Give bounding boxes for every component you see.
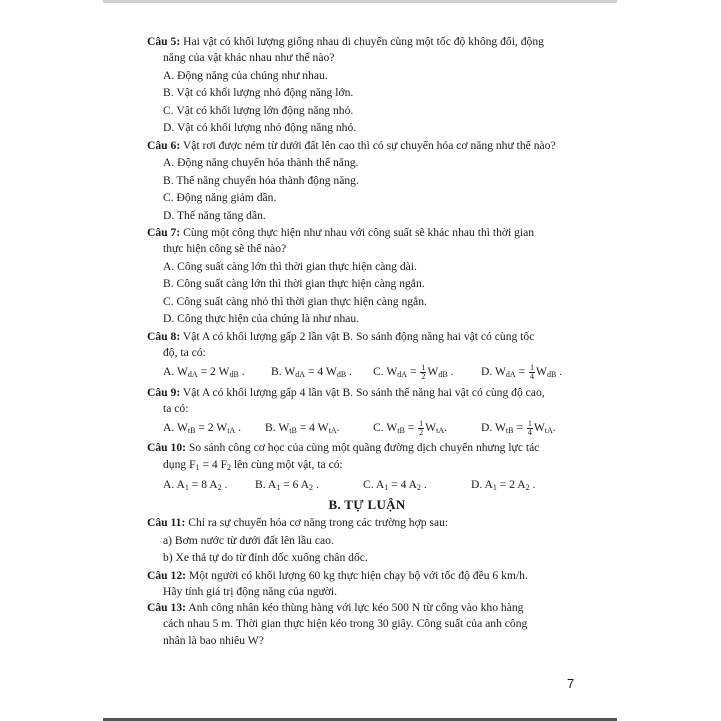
subscript: 2	[227, 462, 232, 472]
option-d-label: D. W	[481, 365, 506, 379]
subscript: tA	[227, 426, 236, 436]
option-c-expr: = 4 A	[388, 477, 418, 491]
question-text: So sánh công cơ học của cùng một quãng đường dịch chuyển nhưng lực tác	[185, 441, 540, 455]
text: dụng F	[163, 457, 196, 471]
subscript: tA	[436, 426, 445, 436]
options-row	[147, 420, 587, 437]
question-10	[147, 440, 587, 456]
subscript: tB	[505, 426, 514, 436]
option-c-label: C. W	[373, 365, 398, 379]
option-b-label: B. W	[265, 421, 290, 435]
option-c-label: C. W	[373, 421, 398, 435]
question-13-continued-2: nhân là bao nhiêu W?	[163, 633, 264, 647]
question-5	[147, 34, 587, 50]
subscript: dA	[187, 370, 198, 380]
option-a	[163, 477, 255, 494]
question-number: Câu 6:	[147, 138, 181, 152]
option-c-end: .	[421, 477, 427, 491]
option-b-expr: = 6 A	[280, 477, 310, 491]
option-a-label: A. W	[163, 421, 188, 435]
subscript: 1	[384, 482, 389, 492]
denominator: 2	[421, 372, 426, 382]
subscript: 1	[276, 482, 281, 492]
numerator: 1	[527, 419, 532, 429]
option-c-w: W	[425, 421, 437, 435]
question-6	[147, 138, 587, 154]
option-a-label: A. W	[163, 365, 188, 379]
option-d-end: .	[552, 421, 556, 435]
subscript: 2	[217, 482, 222, 492]
option-d	[481, 420, 556, 437]
option-d-expr: =	[513, 421, 526, 435]
fraction	[527, 420, 533, 437]
option-c-end: .	[444, 421, 448, 435]
fraction	[529, 364, 535, 381]
item-a: a) Bơm nước từ dưới đất lên lầu cao.	[163, 533, 334, 547]
option-d: D. Vật có khối lượng nhỏ động năng nhỏ.	[163, 121, 357, 135]
page-number: 7	[567, 676, 575, 691]
subscript: tA	[544, 426, 553, 436]
top-border	[103, 0, 617, 3]
option-a-label: A. A	[163, 477, 185, 491]
option-d-end: .	[529, 477, 536, 491]
fraction	[420, 364, 426, 381]
option-b-label: B. W	[271, 365, 296, 379]
option-c: C. Động năng giảm dần.	[163, 191, 277, 205]
option-b-end: .	[313, 477, 319, 491]
numerator: 1	[530, 363, 535, 373]
numerator: 1	[421, 363, 426, 373]
question-10-continued	[147, 457, 587, 474]
text: = 4 F	[199, 457, 228, 471]
numerator: 1	[419, 419, 424, 429]
option-b-expr: = 4 W	[305, 365, 337, 379]
subscript: 2	[309, 482, 314, 492]
option-b	[255, 477, 363, 494]
option-b: B. Công suất càng lớn thì thời gian thực hiện càng ngắn.	[163, 277, 425, 291]
option-c-expr: =	[407, 365, 420, 379]
question-7	[147, 225, 587, 241]
options-row	[147, 364, 587, 381]
question-text: Vật A có khối lượng gấp 4 lần vật B. So sánh thế năng hai vật có cùng độ cao,	[180, 385, 545, 399]
question-number: Câu 7:	[147, 226, 181, 240]
question-number: Câu 13:	[147, 601, 186, 615]
option-a-expr: = 2 W	[197, 365, 230, 379]
option-d	[471, 477, 535, 494]
question-text: Cùng một công thực hiện như nhau với công suất sẽ khác nhau thì thời gian	[180, 226, 535, 240]
section-heading: B. TỰ LUẬN	[328, 497, 406, 513]
subscript: dA	[397, 370, 408, 380]
question-text: Anh công nhân kéo thùng hàng với lực kéo 500 N từ cổng vào kho hàng	[185, 601, 524, 615]
question-number: Câu 11:	[147, 516, 186, 530]
question-12	[147, 568, 587, 584]
option-d-w: W	[533, 421, 545, 435]
option-a	[163, 364, 271, 381]
option-b	[265, 420, 373, 437]
option-b: B. Thế năng chuyển hóa thành động năng.	[163, 173, 359, 187]
worksheet-page	[147, 34, 587, 649]
option-c-end: .	[447, 365, 454, 379]
option-d-w: W	[536, 365, 547, 379]
question-text: Vật rơi được ném từ dưới đất lên cao thì có sự chuyển hóa cơ năng như thế nào?	[180, 138, 556, 152]
option-c-expr: =	[404, 421, 418, 435]
question-13	[147, 600, 587, 616]
fraction	[418, 420, 424, 437]
question-7-continued: thực hiện công sẽ thế nào?	[163, 242, 287, 256]
question-number: Câu 5:	[147, 35, 181, 48]
question-number: Câu 10:	[147, 441, 186, 455]
option-d-label: D. W	[481, 421, 506, 435]
option-d: D. Thế năng tăng dần.	[163, 208, 266, 222]
question-11	[147, 515, 587, 531]
subscript: dB	[336, 370, 347, 380]
option-c	[363, 477, 471, 494]
options-row	[147, 477, 587, 494]
option-c	[373, 364, 481, 381]
subscript: dB	[438, 370, 448, 380]
option-d-label: D. A	[471, 477, 493, 491]
question-8	[147, 329, 587, 345]
option-a: A. Động năng chuyển hóa thành thế năng.	[163, 156, 359, 170]
option-b-end: .	[336, 421, 340, 435]
option-c-w: W	[427, 365, 439, 379]
question-text: Vật A có khối lượng gấp 2 lần vật B. So sánh động năng hai vật có cùng tốc	[180, 329, 535, 343]
question-text: Hai vật có khối lượng giống nhau di chuyển cùng một tốc độ không đổi, động	[180, 35, 544, 48]
subscript: tB	[187, 426, 196, 436]
option-b-expr: = 4 W	[296, 421, 329, 435]
option-b	[271, 364, 373, 381]
option-a-end: .	[235, 421, 242, 435]
option-d	[481, 364, 562, 381]
subscript: dA	[295, 370, 306, 380]
option-a-expr: = 2 W	[195, 421, 228, 435]
subscript: tB	[289, 426, 297, 436]
option-c: C. Công suất càng nhỏ thì thời gian thực hiện càng ngắn.	[163, 294, 427, 308]
denominator: 4	[527, 428, 532, 438]
option-b-label: B. A	[255, 477, 277, 491]
question-number: Câu 9:	[147, 385, 181, 399]
subscript: dA	[505, 370, 516, 380]
question-9-continued: ta có:	[163, 401, 189, 415]
option-a-end: .	[238, 365, 245, 379]
subscript: 1	[195, 462, 200, 472]
option-c: C. Vật có khối lượng lớn động năng nhỏ.	[163, 103, 354, 117]
option-a: A. Động năng của chúng như nhau.	[163, 68, 328, 82]
text: lên cùng một vật, ta có:	[231, 457, 343, 471]
subscript: tA	[328, 426, 337, 436]
question-5-continued: năng của vật khác nhau như thế nào?	[163, 51, 335, 65]
option-a: A. Công suất càng lớn thì thời gian thực hiện càng dài.	[163, 259, 417, 273]
denominator: 4	[530, 372, 535, 382]
subscript: 2	[417, 482, 422, 492]
question-text: Chỉ ra sự chuyển hóa cơ năng trong các trường hợp sau:	[185, 516, 449, 530]
option-d-expr: =	[515, 365, 529, 379]
denominator: 2	[419, 428, 424, 438]
option-c	[373, 420, 481, 437]
option-d: D. Công thực hiện của chúng là như nhau.	[163, 312, 360, 326]
option-b-end: .	[346, 365, 352, 379]
question-12-continued: Hãy tính giá trị động năng của người.	[163, 584, 338, 598]
question-number: Câu 12:	[147, 568, 186, 582]
item-b: b) Xe thả tự do từ đỉnh dốc xuống chân dốc.	[163, 551, 368, 565]
option-c-label: C. A	[363, 477, 385, 491]
subscript: dB	[546, 370, 557, 380]
subscript: 1	[184, 482, 189, 492]
question-9	[147, 385, 587, 401]
option-d-end: .	[556, 365, 563, 379]
option-a-end: .	[221, 477, 228, 491]
option-a-expr: = 8 A	[188, 477, 218, 491]
question-text: Một người có khối lượng 60 kg thực hiện chạy bộ với tốc độ đều 6 km/h.	[185, 568, 528, 582]
subscript: dB	[229, 370, 239, 380]
question-number: Câu 8:	[147, 329, 181, 343]
question-8-continued: độ, ta có:	[163, 346, 206, 360]
option-b: B. Vật có khối lượng nhỏ động năng lớn.	[163, 86, 354, 100]
subscript: tB	[397, 426, 405, 436]
subscript: 1	[492, 482, 497, 492]
option-a	[163, 420, 265, 437]
subscript: 2	[525, 482, 530, 492]
question-13-continued: cách nhau 5 m. Thời gian thực hiện kéo trong 30 giây. Công suất của anh công	[163, 617, 528, 631]
option-d-expr: = 2 A	[496, 477, 526, 491]
